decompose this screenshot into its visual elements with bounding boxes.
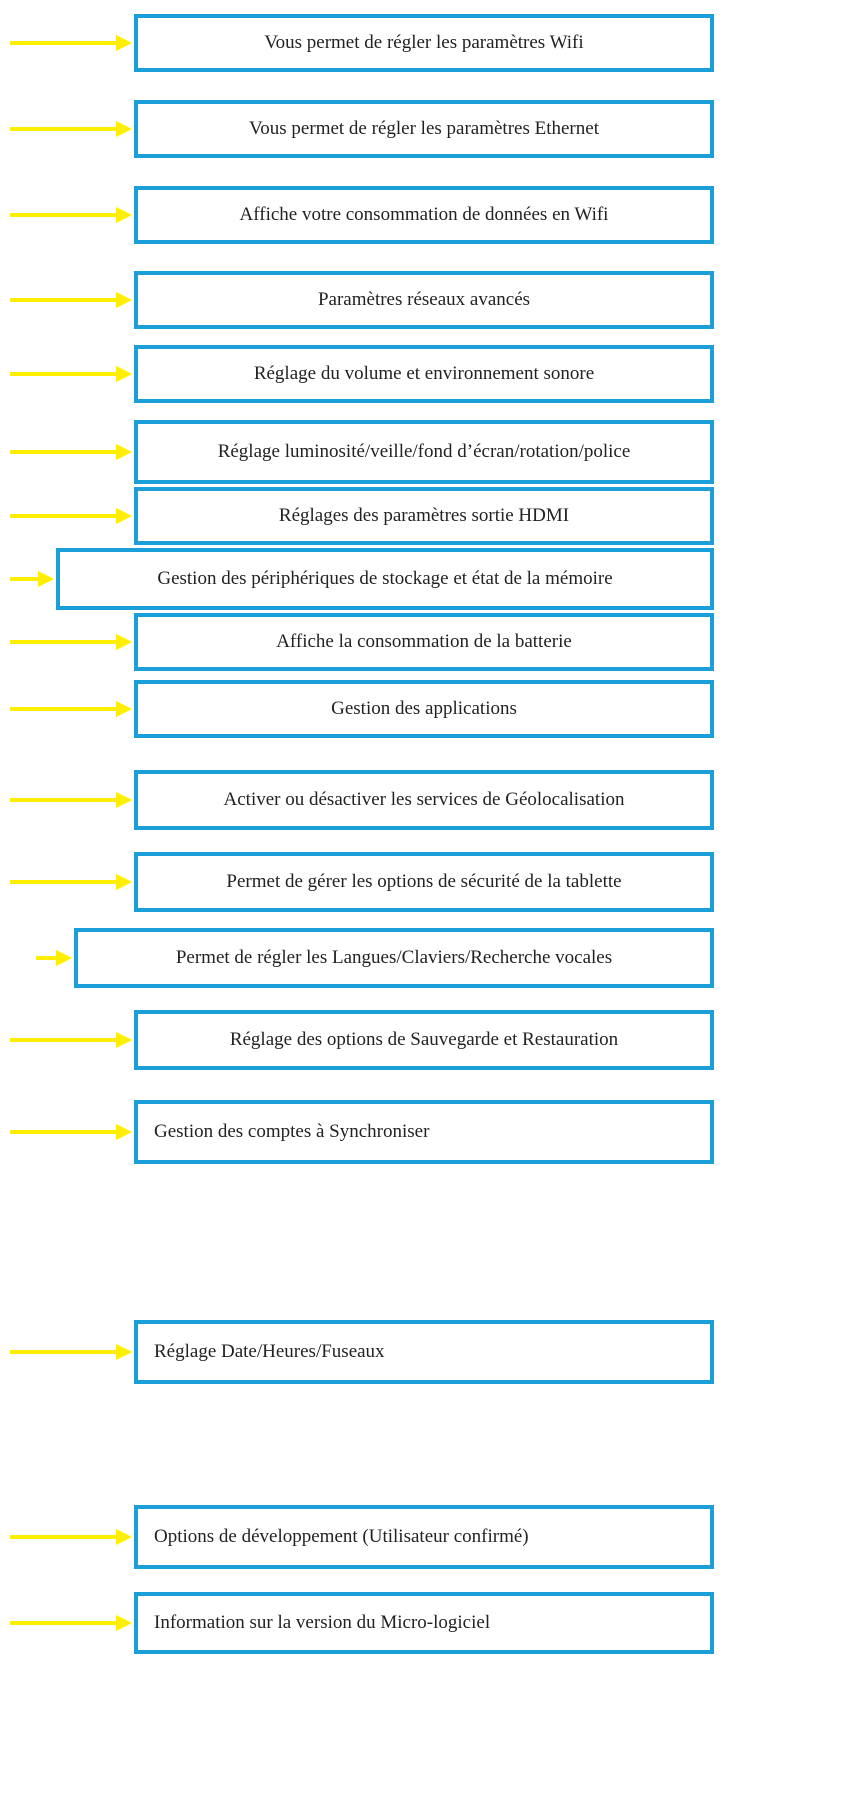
setting-label: Réglage Date/Heures/Fuseaux: [154, 1341, 385, 1362]
setting-box: [134, 271, 714, 329]
arrow-right-icon: [10, 506, 132, 526]
setting-row: [0, 186, 854, 244]
setting-box: [134, 1010, 714, 1070]
setting-box: [134, 613, 714, 671]
arrow-right-icon: [36, 948, 72, 968]
setting-row: [0, 1010, 854, 1070]
setting-box: [134, 852, 714, 912]
setting-row: [0, 1505, 854, 1569]
setting-box: [134, 186, 714, 244]
setting-row: [0, 770, 854, 830]
setting-box: [134, 770, 714, 830]
setting-label: Affiche la consommation de la batterie: [276, 631, 572, 652]
setting-label: Gestion des comptes à Synchroniser: [154, 1121, 430, 1142]
setting-box: [134, 1100, 714, 1164]
setting-row: [0, 420, 854, 484]
setting-label: Options de développement (Utilisateur confirmé): [154, 1526, 529, 1547]
setting-label: Paramètres réseaux avancés: [317, 289, 531, 310]
setting-row: [0, 613, 854, 671]
setting-box: [134, 1592, 714, 1654]
arrow-right-icon: [10, 790, 132, 810]
setting-label: Gestion des périphériques de stockage et état de la mémoire: [157, 568, 613, 589]
setting-row: [0, 271, 854, 329]
setting-box: [134, 680, 714, 738]
setting-row: [0, 1592, 854, 1654]
setting-label: Information sur la version du Micro-logiciel: [154, 1612, 491, 1633]
setting-row: [0, 1320, 854, 1384]
arrow-right-icon: [10, 1527, 132, 1547]
setting-label: Réglages des paramètres sortie HDMI: [278, 505, 570, 526]
setting-row: [0, 928, 854, 988]
arrow-right-icon: [10, 33, 132, 53]
arrow-right-icon: [10, 1122, 132, 1142]
setting-row: [0, 345, 854, 403]
arrow-right-icon: [10, 699, 132, 719]
setting-box: [134, 420, 714, 484]
setting-row: [0, 14, 854, 72]
setting-row: [0, 1100, 854, 1164]
setting-row: [0, 487, 854, 545]
setting-box: [56, 548, 714, 610]
arrow-right-icon: [10, 1342, 132, 1362]
setting-label: Vous permet de régler les paramètres Ethernet: [249, 118, 599, 139]
arrow-right-icon: [10, 119, 132, 139]
setting-label: Réglage du volume et environnement sonore: [253, 363, 595, 384]
setting-label: Affiche votre consommation de données en Wifi: [239, 204, 609, 225]
arrow-right-icon: [10, 205, 132, 225]
setting-row: [0, 100, 854, 158]
setting-box: [134, 14, 714, 72]
setting-label: Permet de gérer les options de sécurité de la tablette: [226, 871, 622, 892]
arrow-right-icon: [10, 569, 54, 589]
arrow-right-icon: [10, 364, 132, 384]
setting-box: [74, 928, 714, 988]
setting-box: [134, 487, 714, 545]
setting-box: [134, 100, 714, 158]
setting-label: Permet de régler les Langues/Claviers/Recherche vocales: [175, 947, 613, 968]
arrow-right-icon: [10, 1613, 132, 1633]
arrow-right-icon: [10, 872, 132, 892]
setting-box: [134, 345, 714, 403]
setting-label: Réglage luminosité/veille/fond d’écran/rotation/police: [217, 441, 631, 462]
setting-label: Activer ou désactiver les services de Géolocalisation: [223, 789, 625, 810]
arrow-right-icon: [10, 442, 132, 462]
setting-row: [0, 680, 854, 738]
setting-box: [134, 1320, 714, 1384]
setting-label: Vous permet de régler les paramètres Wifi: [264, 32, 584, 53]
setting-box: [134, 1505, 714, 1569]
setting-row: [0, 548, 854, 610]
arrow-right-icon: [10, 1030, 132, 1050]
arrow-right-icon: [10, 632, 132, 652]
setting-row: [0, 852, 854, 912]
setting-label: Réglage des options de Sauvegarde et Restauration: [229, 1029, 619, 1050]
setting-label: Gestion des applications: [331, 698, 517, 719]
arrow-right-icon: [10, 290, 132, 310]
